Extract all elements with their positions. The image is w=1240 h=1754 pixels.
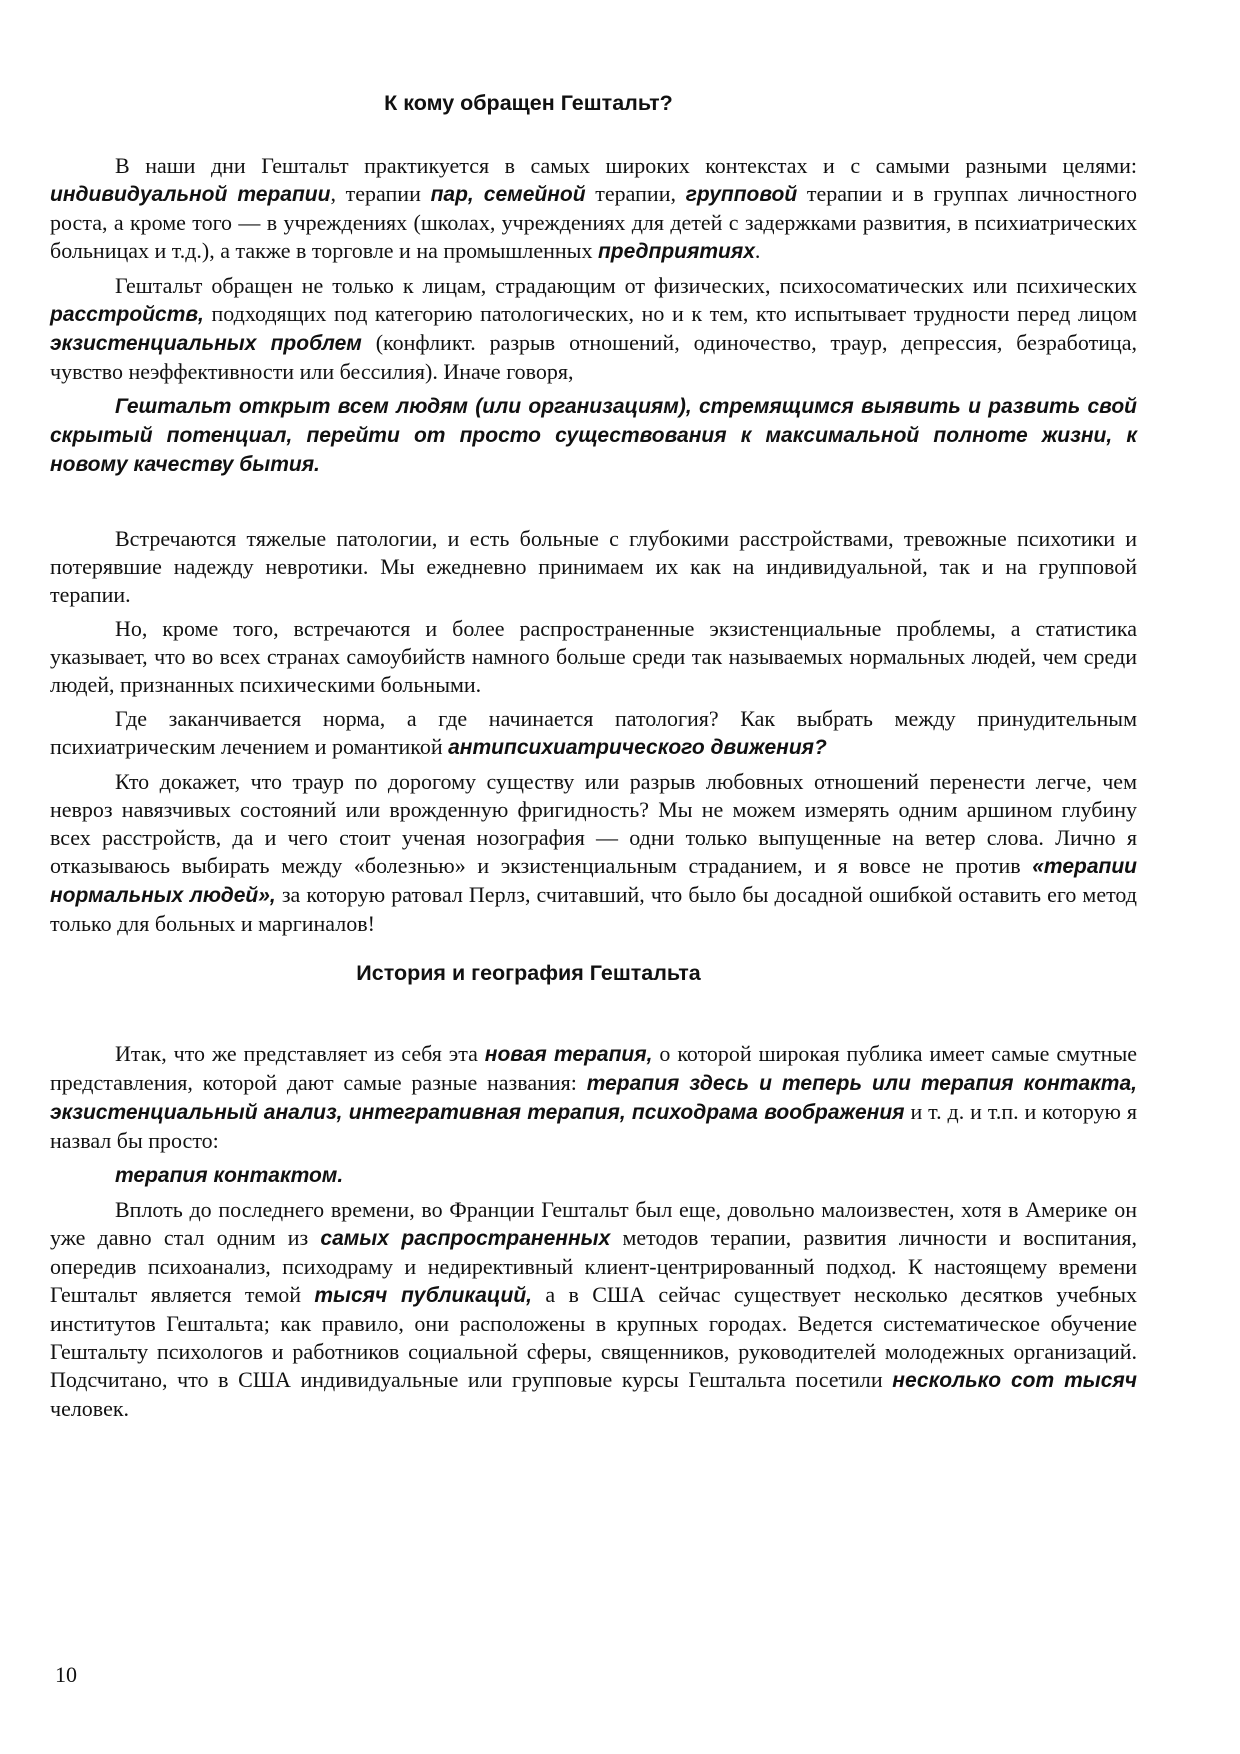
paragraph [50, 1196, 1137, 1423]
emphasis-text: новая терапия, [484, 1043, 653, 1066]
body-text: . [754, 238, 761, 263]
body-text: за которую ратовал Перлз, считавший, что было бы досадной ошибкой оставить его метод только для больных и маргиналов! [50, 882, 1137, 936]
body-text: терапии и в группах личностного роста, а кроме того — в учреждениях (школах, учреждениях для детей с задержками развития, в психиатрических больницах и т.д.), а также в торговле и на промышленных [50, 181, 1137, 263]
body-text: Вплоть до последнего времени, во Франции Гештальт был еще, довольно малоизвестен, хотя в Америке он уже давно стал одним из [50, 1197, 1137, 1250]
paragraph [50, 615, 1137, 699]
section-heading: К кому обращен Гештальт? [384, 91, 673, 115]
paragraph [50, 272, 1137, 386]
body-text: человек. [50, 1396, 130, 1421]
paragraph [50, 768, 1137, 938]
paragraph [50, 392, 1137, 479]
paragraph [50, 705, 1137, 762]
emphasis-text: групповой [685, 183, 798, 206]
paragraph [50, 1040, 1137, 1155]
emphasis-text: Гештальт открыт всем людям (или организациям), стремящимся выявить и развить свой скрытый потенциал, перейти от просто существования к максимальной полноте жизни, к новому качеству бытия. [50, 395, 1137, 476]
emphasis-text: антипсихиатрического движения? [448, 736, 827, 759]
emphasis-text: «терапии нормальных людей», [50, 855, 1137, 907]
body-text: а в США сейчас существует несколько десятков учебных институтов Гештальта; как правило, они расположены в крупных городах. Ведется систематическое обучение Гештальту психологов и работников социальной сферы, священников, руководителей молодежных организаций. Подсчитано, что в США индивидуальные или групповые курсы Гештальта посетили [50, 1282, 1137, 1392]
body-text: В наши дни Гештальт практикуется в самых широких контекстах и с самыми разными целями: [115, 153, 1137, 178]
section-heading: История и география Гештальта [356, 961, 701, 985]
emphasis-text: тысяч публикаций, [314, 1284, 532, 1307]
emphasis-text: пар, семейной [430, 183, 586, 206]
emphasis-text: предприятиях [597, 240, 755, 263]
body-text: Итак, что же представляет из себя эта [115, 1041, 485, 1066]
body-text: терапии, [585, 181, 686, 206]
paragraph [50, 525, 1137, 609]
body-text: Встречаются тяжелые патологии, и есть больные с глубокими расстройствами, тревожные психотики и потерявшие надежду невротики. Мы ежедневно принимаем их как на индивидуальной, так и на групповой терапии. [50, 526, 1137, 607]
body-text: (конфликт. разрыв отношений, одиночество, траур, депрессия, безработица, чувство неэффективности или бессилия). Иначе говоря, [50, 330, 1138, 384]
body-text: , терапии [330, 181, 431, 206]
body-text: подходящих под категорию патологических, но и к тем, кто испытывает трудности перед лицом [203, 301, 1137, 326]
body-text: Где заканчивается норма, а где начинается патология? Как выбрать между принудительным психиатрическим лечением и романтикой [50, 706, 1137, 759]
paragraph [50, 1161, 1137, 1190]
emphasis-text: терапия здесь и теперь или терапия контакта, экзистенциальный анализ, интегративная терапия, психодрама воображения [50, 1072, 1137, 1124]
body-text: Кто докажет, что траур по дорогому существу или разрыв любовных отношений перенести легче, чем невроз навязчивых состояний или врожденную фригидность? Мы не можем измерять одним аршином глубину всех расстройств, да и чего стоит ученая нозография — одни только выпущенные на ветер слова. Лично я отказываюсь выбирать между «болезнью» и экзистенциальным страданием, и я вовсе не против [50, 769, 1137, 878]
document-content [50, 90, 1137, 1423]
emphasis-text: расстройств, [50, 303, 204, 326]
body-text: и т. д. и т.п. и которую я назвал бы просто: [50, 1099, 1138, 1153]
paragraph [50, 152, 1137, 266]
emphasis-text: экзистенциальных проблем [50, 332, 362, 355]
body-text: методов терапии, развития личности и воспитания, опередив психоанализ, психодраму и недирективный клиент-центрированный подход. К настоящему времени Гештальт является темой [50, 1225, 1138, 1307]
page-number: 10 [55, 1662, 77, 1687]
emphasis-text: индивидуальной терапии [50, 183, 331, 206]
body-text: Но, кроме того, встречаются и более распространенные экзистенциальные проблемы, а статистика указывает, что во всех странах самоубийств намного больше среди так называемых нормальных людей, чем среди людей, признанных психическими больными. [50, 616, 1137, 697]
body-text: о которой широкая публика имеет самые смутные представления, которой дают самые разные названия: [50, 1041, 1137, 1095]
emphasis-text: несколько сот тысяч [892, 1369, 1137, 1392]
emphasis-text: самых распространенных [320, 1227, 611, 1250]
body-text: Гештальт обращен не только к лицам, страдающим от физических, психосоматических или психических [115, 273, 1137, 298]
emphasis-text: терапия контактом. [115, 1164, 344, 1187]
